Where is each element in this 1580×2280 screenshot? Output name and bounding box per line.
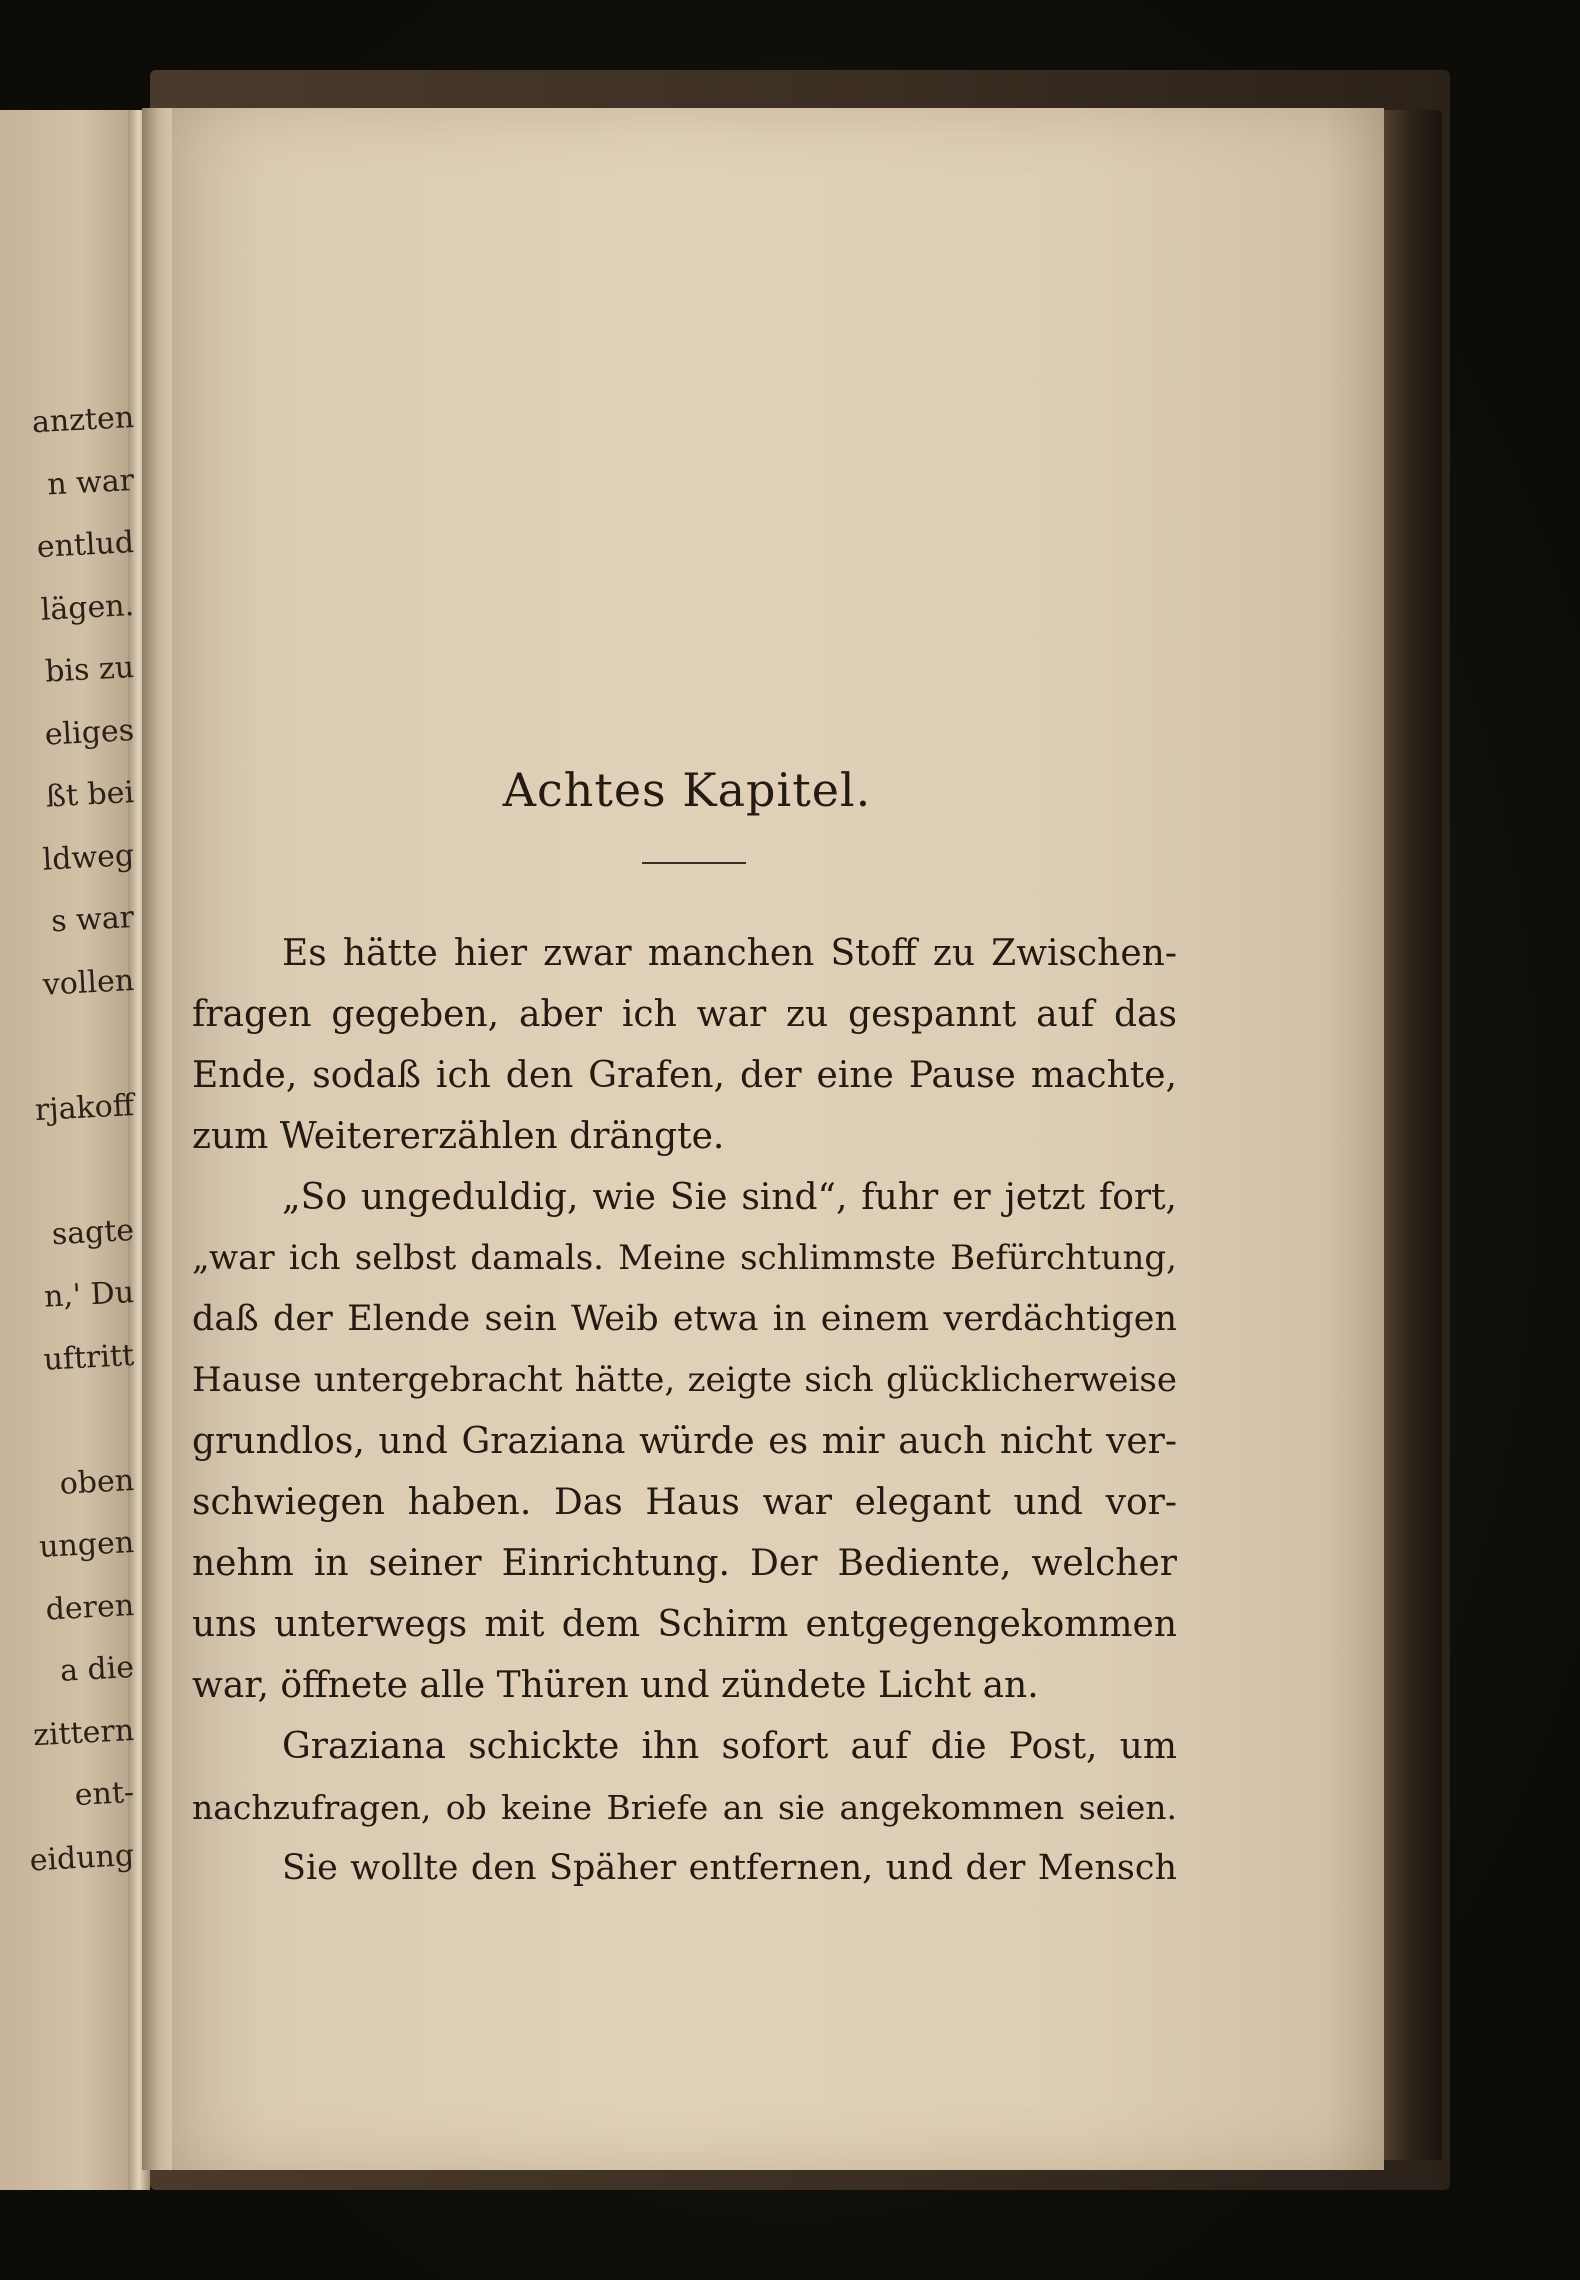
text-line: grundlos, und Graziana würde es mir auch nicht ver- (192, 1421, 1177, 1462)
body-text (192, 923, 1177, 1899)
text-line: Hause untergebracht hätte, zeigte sich glücklicherweise (192, 1360, 1177, 1400)
left-page-line: eidung (28, 1837, 135, 1878)
left-page-line: sagte (50, 1212, 135, 1252)
text-line: war, öffnete alle Thüren und zündete Licht an. (192, 1665, 1039, 1706)
right-page (172, 108, 1384, 2170)
left-page-line: n war (46, 462, 135, 503)
text-line: uns unterwegs mit dem Schirm entgegengekommen (192, 1604, 1177, 1645)
book-cover-edge (1378, 110, 1442, 2160)
left-page-line (0, 1400, 134, 1407)
left-page-line (0, 1150, 134, 1157)
left-page-line: lägen. (39, 587, 135, 628)
left-page-line: anzten (31, 400, 135, 441)
text-line: Es hätte hier zwar manchen Stoff zu Zwischen- (282, 933, 1177, 974)
text-line: zum Weitererzählen drängte. (192, 1116, 725, 1157)
left-page-line: ßt bei (45, 775, 135, 815)
text-line: nachzufragen, ob keine Briefe an sie angekommen seien. (192, 1788, 1177, 1827)
left-page-line (0, 1025, 134, 1032)
left-page-line: ent- (73, 1775, 135, 1814)
chapter-title: Achtes Kapitel. (502, 763, 872, 817)
left-page-line: zittern (32, 1712, 135, 1753)
text-line: Graziana schickte ihn sofort auf die Post, um (282, 1726, 1177, 1767)
text-line: Ende, sodaß ich den Grafen, der eine Pause machte, (192, 1055, 1177, 1096)
left-page-line: uftritt (42, 1337, 135, 1378)
title-divider (642, 862, 746, 864)
text-line: daß der Elende sein Weib etwa in einem verdächtigen (192, 1299, 1177, 1339)
left-page-line: s war (50, 900, 135, 940)
left-page-line: vollen (41, 962, 135, 1003)
text-line: „war ich selbst damals. Meine schlimmste Befürchtung, (192, 1238, 1177, 1278)
text-line: nehm in seiner Einrichtung. Der Bediente, welcher (192, 1543, 1177, 1584)
text-line: fragen gegeben, aber ich war zu gespannt auf das (192, 994, 1177, 1035)
text-line: Sie wollte den Späher entfernen, und der Mensch (282, 1848, 1177, 1888)
left-page-line: rjakoff (34, 1087, 135, 1128)
text-line: „So ungeduldig, wie Sie sind“, fuhr er jetzt fort, (282, 1177, 1177, 1218)
left-page-line: bis zu (44, 650, 135, 690)
text-line: schwiegen haben. Das Haus war elegant und vor- (192, 1482, 1177, 1523)
left-page-line: entlud (35, 525, 135, 566)
left-page-line: deren (44, 1587, 135, 1628)
left-page-line: a die (59, 1650, 135, 1689)
left-page-line: ungen (38, 1525, 135, 1565)
left-page-line: n,' Du (43, 1275, 135, 1315)
left-page-line: oben (58, 1462, 135, 1502)
left-page-line: ldweg (41, 837, 135, 878)
left-page-line: eliges (43, 712, 135, 753)
left-page (0, 110, 150, 2190)
